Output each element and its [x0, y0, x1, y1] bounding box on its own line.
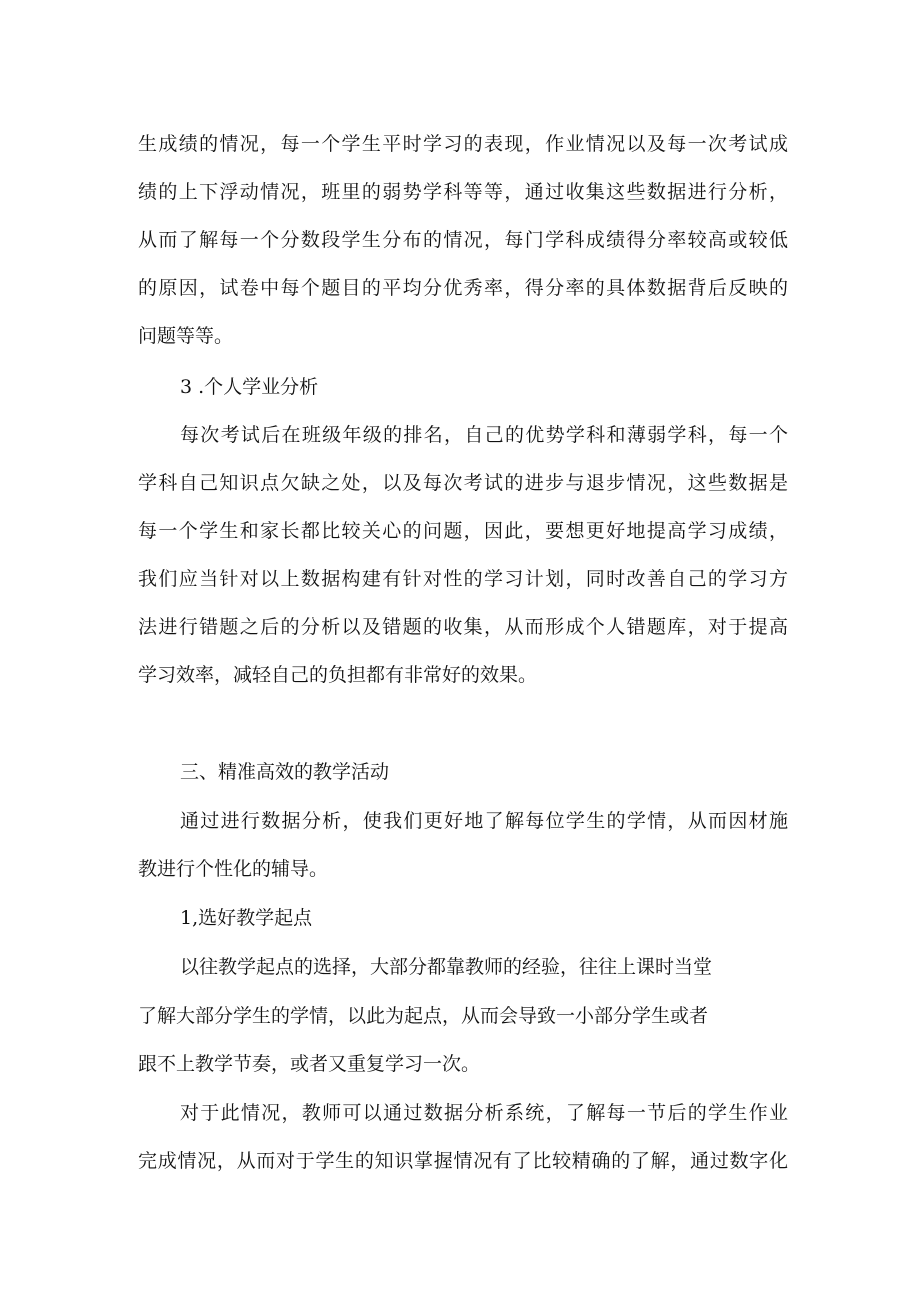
- paragraph-line: 的原因，试卷中每个题目的平均分优秀率，得分率的具体数据背后反映的: [138, 277, 788, 299]
- section-heading: 三、精准高效的教学活动: [180, 761, 390, 783]
- paragraph-line: 从而了解每一个分数段学生分布的情况，每门学科成绩得分率较高或较低: [138, 229, 788, 251]
- paragraph-line: 以往教学起点的选择，大部分都靠教师的经验，往往上课时当堂: [180, 956, 713, 978]
- paragraph-line: 教进行个性化的辅导。: [138, 858, 329, 880]
- paragraph-line: 我们应当针对以上数据构建有针对性的学习计划，同时改善自己的学习方: [138, 568, 788, 590]
- paragraph-line: 通过进行数据分析，使我们更好地了解每位学生的学情，从而因材施: [180, 810, 788, 832]
- paragraph-line: 法进行错题之后的分析以及错题的收集，从而形成个人错题库，对于提高: [138, 616, 788, 638]
- paragraph-line: 跟不上教学节奏，或者又重复学习一次。: [138, 1053, 481, 1075]
- paragraph-line: 问题等等。: [138, 325, 234, 347]
- paragraph-line: 绩的上下浮动情况，班里的弱势学科等等，通过收集这些数据进行分析，: [138, 181, 788, 203]
- paragraph-line: 每一个学生和家长都比较关心的问题，因此，要想更好地提高学习成绩，: [138, 520, 788, 542]
- section-heading: 1,选好教学起点: [180, 907, 313, 929]
- paragraph-line: 了解大部分学生的学情，以此为起点，从而会导致一小部分学生或者: [138, 1005, 709, 1027]
- paragraph-line: 学科自己知识点欠缺之处，以及每次考试的进步与退步情况，这些数据是: [138, 472, 788, 494]
- paragraph-line: 每次考试后在班级年级的排名，自己的优势学科和薄弱学科，每一个: [180, 424, 788, 446]
- section-heading: 3 .个人学业分析: [180, 376, 319, 398]
- paragraph-line: 对于此情况，教师可以通过数据分析系统，了解每一节后的学生作业: [180, 1102, 788, 1124]
- paragraph-line: 学习效率，减轻自己的负担都有非常好的效果。: [138, 664, 538, 686]
- paragraph-line: 生成绩的情况，每一个学生平时学习的表现，作业情况以及每一次考试成: [138, 133, 788, 155]
- paragraph-line: 完成情况，从而对于学生的知识掌握情况有了比较精确的了解，通过数字化: [138, 1150, 788, 1172]
